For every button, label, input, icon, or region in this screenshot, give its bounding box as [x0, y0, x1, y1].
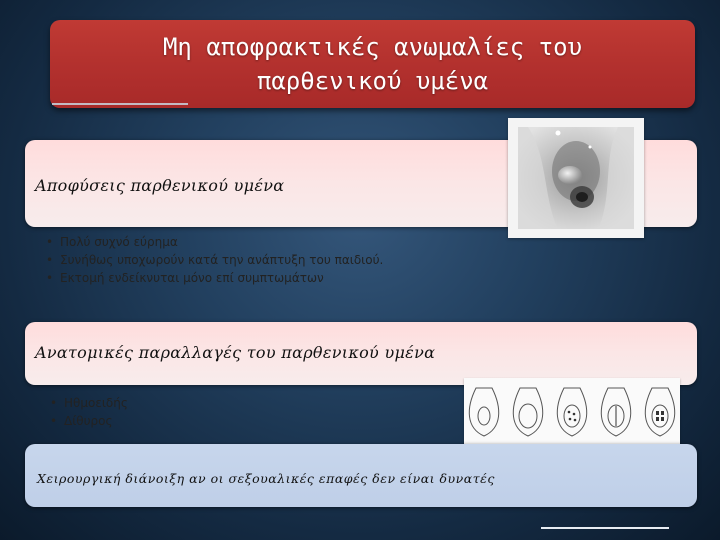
- section-anatomic-variants-bullets: [48, 394, 128, 430]
- clinical-photo: [508, 118, 644, 238]
- footer-rule: [541, 527, 669, 529]
- clinical-photo-image: [518, 127, 634, 229]
- section-hymen-tags-bullets: [44, 233, 383, 287]
- surgery-note: Χειρουργική διάνοιξη αν οι σεξουαλικές επαφές δεν είναι δυνατές: [37, 471, 495, 486]
- section-anatomic-variants-heading: Ανατομικές παραλλαγές του παρθενικού υμένα: [35, 343, 436, 362]
- list-item: • Πολύ συχνό εύρημα: [44, 233, 383, 251]
- list-item: • Εκτομή ενδείκνυται μόνο επί συμπτωμάτων: [44, 269, 383, 287]
- slide-title: Μη αποφρακτικές ανωμαλίες του παρθενικού υμένα: [162, 33, 583, 95]
- section-anatomic-variants-header: [25, 322, 697, 385]
- list-item: • Συνήθως υποχωρούν κατά την ανάπτυξη του παιδιού.: [44, 251, 383, 269]
- title-underline: [52, 103, 188, 105]
- section-surgery-box: [25, 444, 697, 507]
- list-item: • Δίθυρος: [48, 412, 128, 430]
- section-hymen-tags-heading: Αποφύσεις παρθενικού υμένα: [35, 176, 285, 195]
- slide-title-box: [50, 20, 695, 108]
- list-item: • Ηθμοειδής: [48, 394, 128, 412]
